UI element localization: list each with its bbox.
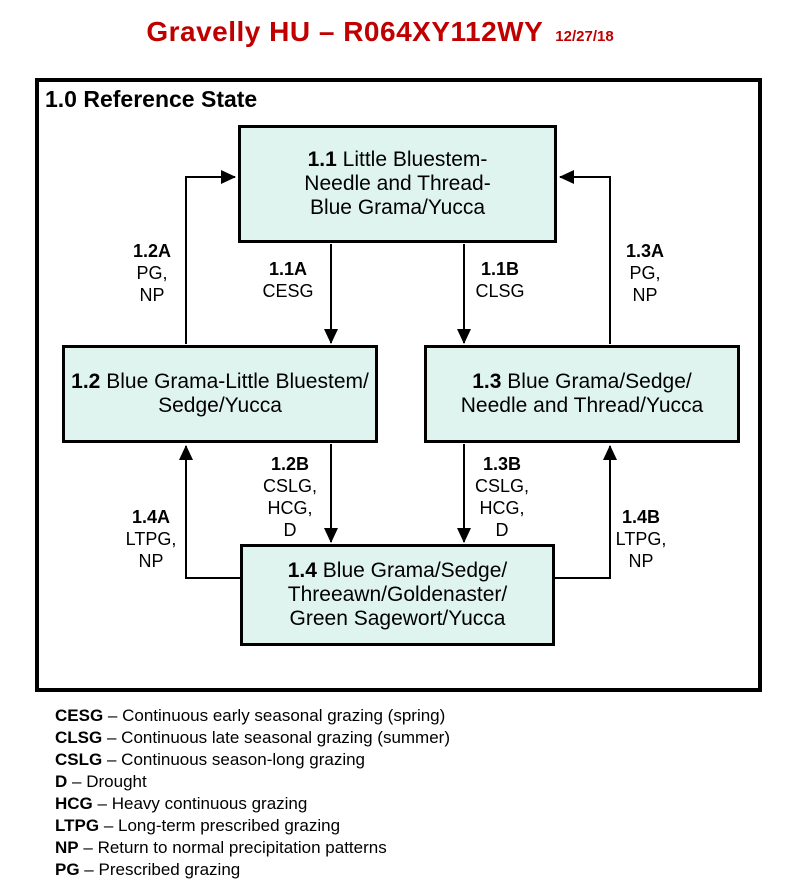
legend-separator: – [72, 772, 82, 791]
state-box-code: 1.4 [287, 559, 317, 582]
transition-label-1-4B: 1.4B LTPG, NP [615, 507, 667, 571]
legend-separator: – [103, 816, 114, 835]
state-box-1-1 [238, 125, 557, 243]
legend-separator: – [106, 750, 117, 769]
page-title [0, 16, 760, 48]
legend-item [55, 727, 450, 749]
state-box-code: 1.1 [307, 148, 337, 171]
state-box-line: Threeawn/Goldenaster/ [287, 583, 508, 606]
transition-label-1-3B: 1.3B CSLG, HCG, D [474, 454, 530, 540]
legend-term: CSLG [55, 750, 103, 769]
legend-item [55, 771, 450, 793]
reference-state-heading: 1.0 Reference State [45, 86, 258, 112]
state-box-line: 1.3 Blue Grama/Sedge/ [472, 370, 692, 393]
legend-separator: – [84, 860, 94, 879]
legend-item [55, 793, 450, 815]
state-box-line: Needle and Thread/Yucca [460, 394, 704, 417]
legend-term: PG [55, 860, 80, 879]
transition-label-1-3A: 1.3A PG, NP [625, 241, 665, 305]
legend-definition: Drought [86, 772, 147, 791]
legend-item [55, 859, 450, 881]
legend-item [55, 705, 450, 727]
state-box-line: Green Sagewort/Yucca [289, 607, 506, 630]
legend-separator: – [83, 838, 93, 857]
legend-separator: – [107, 706, 118, 725]
state-box-line: 1.1 Little Bluestem- [307, 148, 488, 171]
legend-definition: Continuous early seasonal grazing (spring) [122, 706, 446, 725]
legend-term: HCG [55, 794, 93, 813]
title-text: Gravelly HU – R064XY112WY [146, 16, 544, 47]
legend-term: CLSG [55, 728, 103, 747]
state-box-code: 1.3 [472, 370, 502, 393]
legend-item [55, 749, 450, 771]
transition-label-1-4A: 1.4A LTPG, NP [125, 507, 177, 571]
legend-definition: Return to normal precipitation patterns [97, 838, 387, 857]
legend-term: LTPG [55, 816, 100, 835]
legend-item [55, 815, 450, 837]
state-box-1-4 [240, 544, 555, 646]
title-date: 12/27/18 [555, 28, 614, 45]
legend [55, 705, 450, 881]
legend-separator: – [97, 794, 107, 813]
transition-label-1-1A: 1.1A CESG [262, 259, 314, 301]
state-box-line: Blue Grama/Yucca [309, 196, 486, 219]
state-box-line: Needle and Thread- [304, 172, 491, 195]
legend-item [55, 837, 450, 859]
state-box-1-3 [424, 345, 740, 443]
state-box-line: 1.4 Blue Grama/Sedge/ [287, 559, 508, 582]
state-box-line: Sedge/Yucca [158, 394, 282, 417]
legend-term: NP [55, 838, 79, 857]
state-box-code: 1.2 [71, 370, 101, 393]
legend-definition: Long-term prescribed grazing [118, 816, 341, 835]
legend-separator: – [106, 728, 117, 747]
legend-definition: Continuous late seasonal grazing (summer) [121, 728, 450, 747]
state-box-1-2 [62, 345, 378, 443]
legend-definition: Prescribed grazing [98, 860, 241, 879]
transition-label-1-2A: 1.2A PG, NP [132, 241, 172, 305]
legend-term: CESG [55, 706, 104, 725]
legend-definition: Continuous season-long grazing [121, 750, 365, 769]
transition-label-1-1B: 1.1B CLSG [475, 259, 525, 301]
legend-term: D [55, 772, 68, 791]
legend-definition: Heavy continuous grazing [111, 794, 308, 813]
transition-label-1-2B: 1.2B CSLG, HCG, D [262, 454, 318, 540]
state-box-line: 1.2 Blue Grama-Little Bluestem/ [71, 370, 369, 393]
